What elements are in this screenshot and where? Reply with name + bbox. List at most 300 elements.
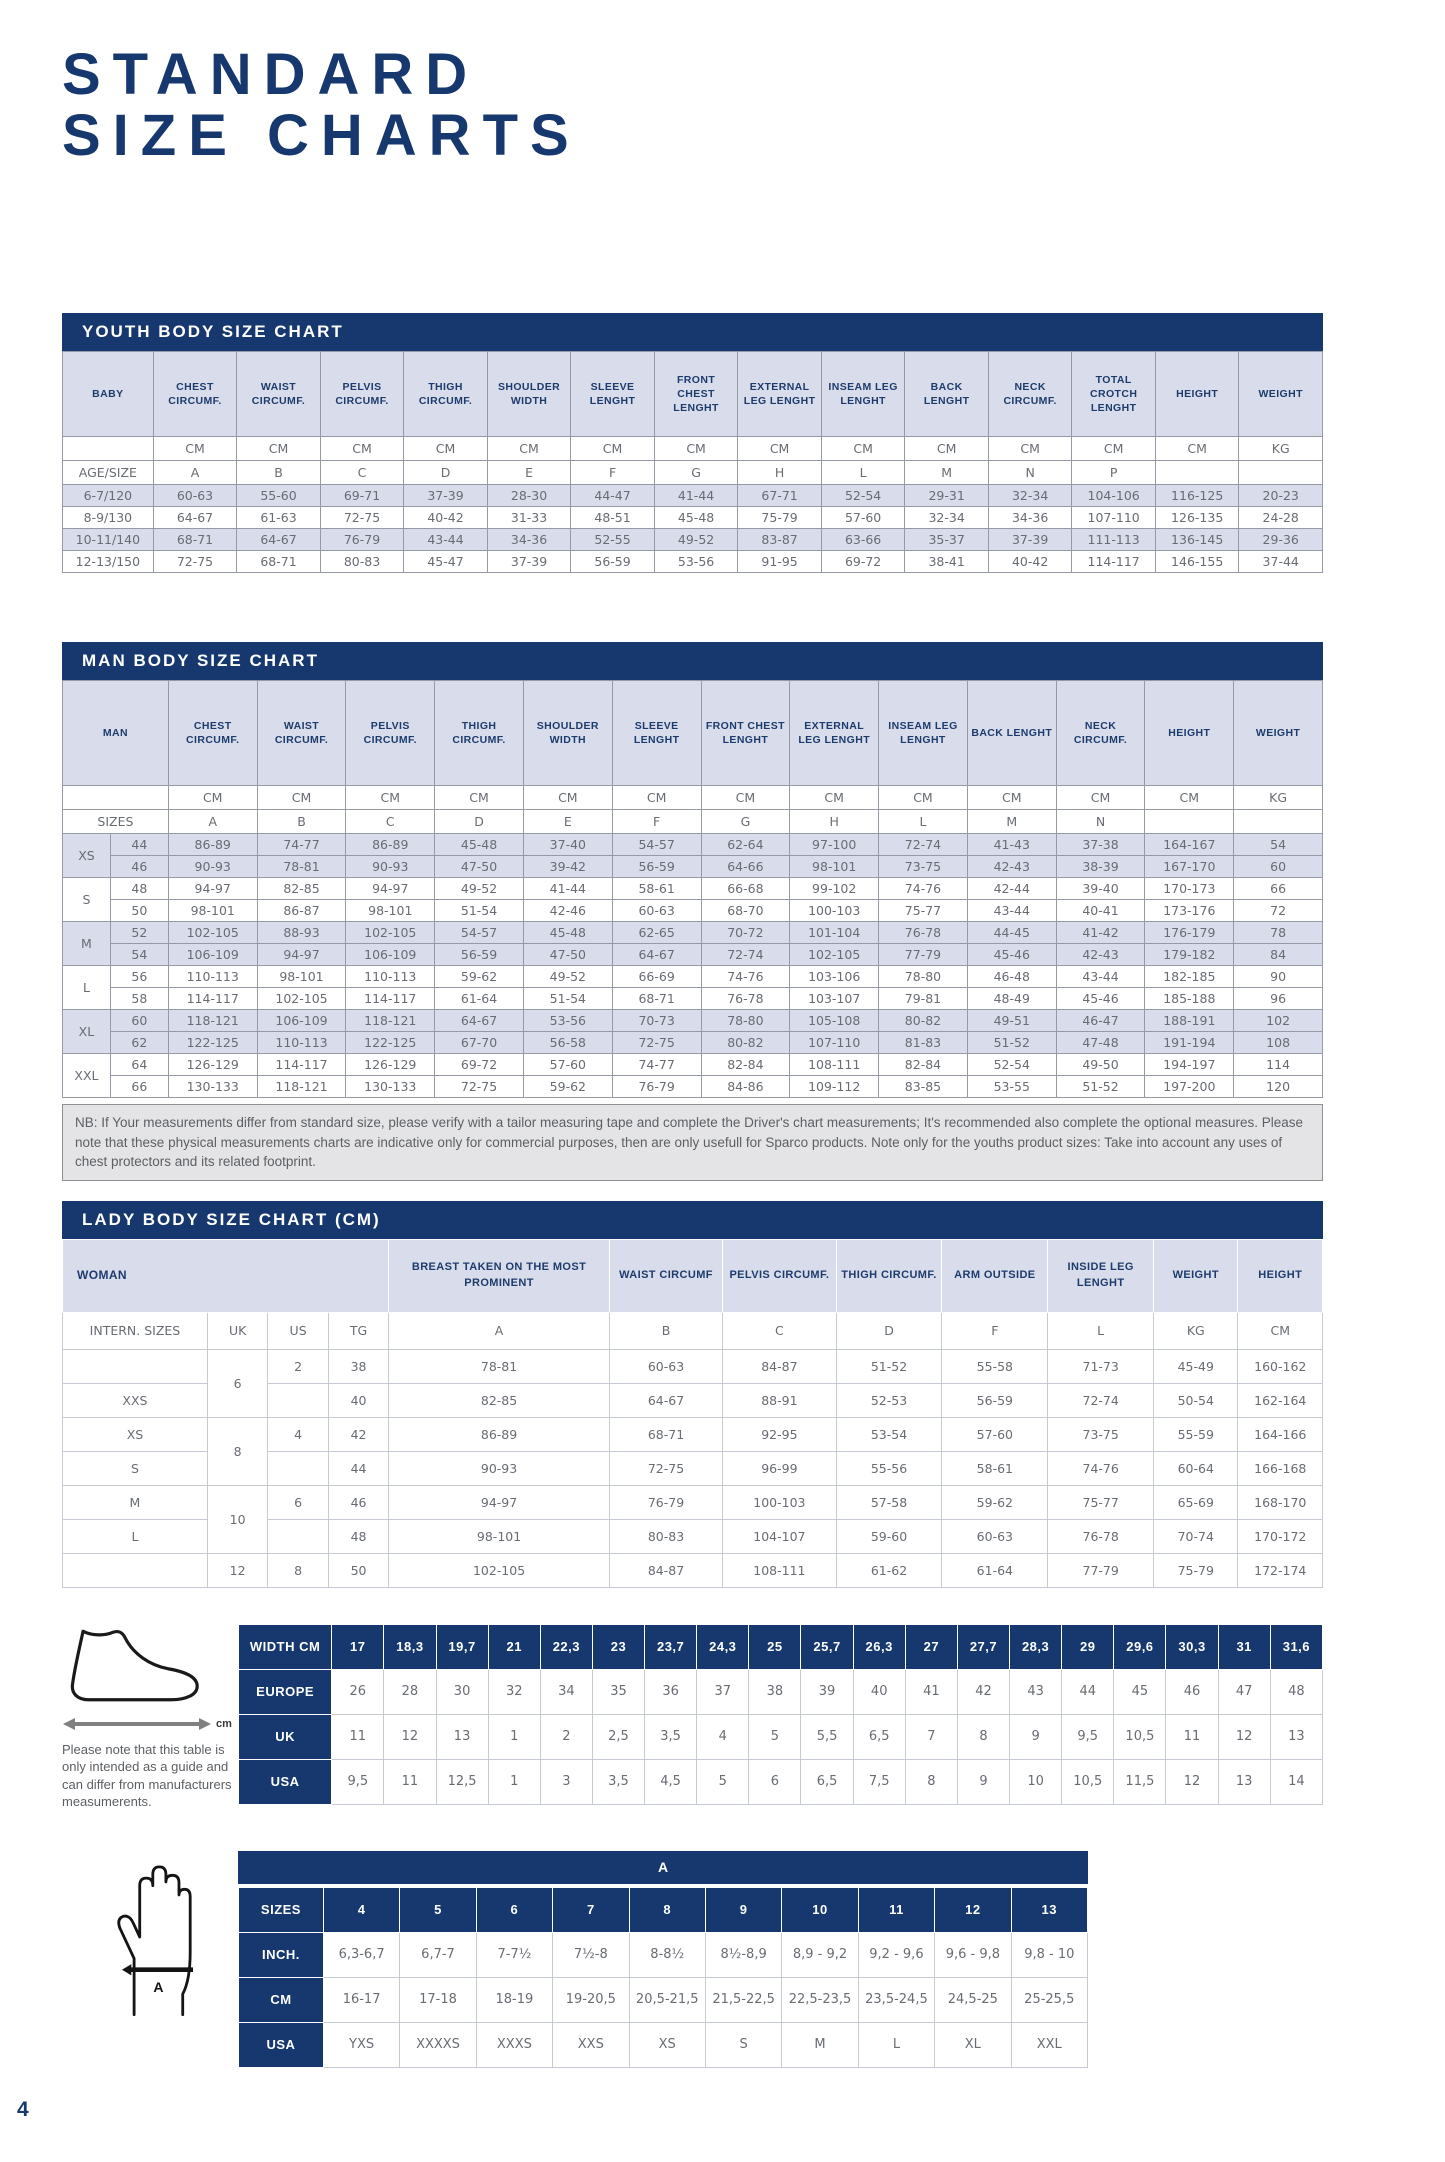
- value-cell: 7-7½: [476, 1932, 552, 1977]
- value-cell: 24,3: [697, 1624, 749, 1669]
- letter-cell: CM: [1238, 1312, 1323, 1349]
- column-header: EXTERNAL LEG LENGHT: [790, 681, 879, 786]
- value-cell: 59-60: [836, 1519, 942, 1553]
- column-header: WAIST CIRCUMF: [609, 1239, 722, 1312]
- man-data-row: [63, 966, 1323, 988]
- value-cell: 102-105: [790, 944, 879, 966]
- value-cell: 57-60: [942, 1417, 1048, 1451]
- value-cell: 114: [1234, 1054, 1323, 1076]
- unit-cell: CM: [738, 437, 822, 461]
- man-table-body: [63, 786, 1323, 1098]
- column-header: TOTAL CROTCH LENGHT: [1072, 352, 1156, 437]
- letter-cell: N: [1056, 810, 1145, 834]
- value-cell: 10,5: [1062, 1759, 1114, 1804]
- size-group-cell: M: [63, 922, 111, 966]
- intl-size-cell: M: [63, 1485, 208, 1519]
- column-header: WAIST CIRCUMF.: [257, 681, 346, 786]
- letter-cell: C: [723, 1312, 836, 1349]
- value-cell: 47-50: [435, 856, 524, 878]
- value-cell: 42-46: [523, 900, 612, 922]
- value-cell: 25: [749, 1624, 801, 1669]
- value-cell: 51-52: [1056, 1076, 1145, 1098]
- value-cell: 1: [488, 1714, 540, 1759]
- value-cell: 9,6 - 9,8: [935, 1932, 1011, 1977]
- value-cell: 64-66: [701, 856, 790, 878]
- value-cell: 59-62: [523, 1076, 612, 1098]
- value-cell: 110-113: [257, 1032, 346, 1054]
- unit-cell: CM: [612, 786, 701, 810]
- lady-header-row: [63, 1239, 1323, 1312]
- unit-cell: CM: [905, 437, 989, 461]
- value-cell: 76-79: [609, 1485, 722, 1519]
- value-cell: 102-105: [389, 1553, 610, 1587]
- value-cell: 98-101: [389, 1519, 610, 1553]
- value-cell: 82-84: [879, 1054, 968, 1076]
- letter-cell: G: [701, 810, 790, 834]
- value-cell: 96-99: [723, 1451, 836, 1485]
- value-cell: 6: [476, 1887, 552, 1932]
- value-cell: 27: [905, 1624, 957, 1669]
- unit-cell: CM: [320, 437, 404, 461]
- value-cell: 82-85: [257, 878, 346, 900]
- letter-cell: [1234, 810, 1323, 834]
- man-data-row: [63, 900, 1323, 922]
- value-cell: 6,5: [853, 1714, 905, 1759]
- uk-size-cell: 8: [207, 1417, 267, 1485]
- value-cell: 46: [110, 856, 168, 878]
- value-cell: 21,5-22,5: [705, 1977, 781, 2022]
- value-cell: 49-52: [523, 966, 612, 988]
- value-cell: 55-56: [836, 1451, 942, 1485]
- column-header: INSIDE LEG LENGHT: [1048, 1239, 1154, 1312]
- size-group-cell: XS: [63, 834, 111, 878]
- value-cell: 53-56: [654, 551, 738, 573]
- value-cell: 72-74: [701, 944, 790, 966]
- value-cell: 31,6: [1270, 1624, 1322, 1669]
- value-cell: 111-113: [1072, 529, 1156, 551]
- value-cell: 57-60: [821, 507, 905, 529]
- us-size-cell: 8: [268, 1553, 328, 1587]
- value-cell: 12: [1166, 1759, 1218, 1804]
- value-cell: 13: [1218, 1759, 1270, 1804]
- value-cell: 58: [110, 988, 168, 1010]
- value-cell: 43: [1010, 1669, 1062, 1714]
- letters-row: [63, 810, 1323, 834]
- value-cell: 66-69: [612, 966, 701, 988]
- column-header: PELVIS CIRCUMF.: [346, 681, 435, 786]
- value-cell: 44-45: [967, 922, 1056, 944]
- value-cell: 90-93: [346, 856, 435, 878]
- value-cell: 50: [110, 900, 168, 922]
- column-header: WEIGHT: [1234, 681, 1323, 786]
- value-cell: 114-117: [168, 988, 257, 1010]
- value-cell: XXL: [1011, 2022, 1087, 2067]
- value-cell: 32: [488, 1669, 540, 1714]
- value-cell: 12: [384, 1714, 436, 1759]
- value-cell: 64-67: [612, 944, 701, 966]
- youth-table-head: [63, 352, 1323, 437]
- value-cell: 42-44: [967, 878, 1056, 900]
- value-cell: 191-194: [1145, 1032, 1234, 1054]
- value-cell: 9,8 - 10: [1011, 1932, 1087, 1977]
- value-cell: 40-42: [988, 551, 1072, 573]
- value-cell: 41: [905, 1669, 957, 1714]
- letter-cell: B: [237, 461, 321, 485]
- value-cell: 11,5: [1114, 1759, 1166, 1804]
- value-cell: 78-81: [257, 856, 346, 878]
- value-cell: 12: [1218, 1714, 1270, 1759]
- column-header: HEIGHT: [1155, 352, 1239, 437]
- value-cell: 60-64: [1154, 1451, 1238, 1485]
- value-cell: 38-39: [1056, 856, 1145, 878]
- value-cell: 164-166: [1238, 1417, 1323, 1451]
- value-cell: 82-85: [389, 1383, 610, 1417]
- value-cell: 102-105: [257, 988, 346, 1010]
- units-row: [63, 786, 1323, 810]
- value-cell: 37-44: [1239, 551, 1323, 573]
- unit-cell: CM: [821, 437, 905, 461]
- unit-cell: CM: [237, 437, 321, 461]
- value-cell: 38: [749, 1669, 801, 1714]
- value-cell: 167-170: [1145, 856, 1234, 878]
- tg-size-cell: 40: [328, 1383, 388, 1417]
- value-cell: 17-18: [400, 1977, 476, 2022]
- value-cell: 47-48: [1056, 1032, 1145, 1054]
- shoe-size-table: [238, 1624, 1323, 1805]
- man-section: [62, 642, 1323, 1181]
- glove-row: [239, 1887, 1088, 1932]
- letter-cell: D: [404, 461, 488, 485]
- value-cell: 42-43: [1056, 944, 1145, 966]
- value-cell: 107-110: [1072, 507, 1156, 529]
- letter-cell: F: [571, 461, 655, 485]
- value-cell: 45: [1114, 1669, 1166, 1714]
- value-cell: 35-37: [905, 529, 989, 551]
- value-cell: 69-72: [435, 1054, 524, 1076]
- value-cell: 77-79: [1048, 1553, 1154, 1587]
- value-cell: 57-58: [836, 1485, 942, 1519]
- intl-size-cell: [63, 1553, 208, 1587]
- value-cell: 24,5-25: [935, 1977, 1011, 2022]
- value-cell: 60-63: [609, 1349, 722, 1383]
- value-cell: 53-54: [836, 1417, 942, 1451]
- letter-cell: C: [346, 810, 435, 834]
- value-cell: 182-185: [1145, 966, 1234, 988]
- value-cell: 21: [488, 1624, 540, 1669]
- value-cell: 60-63: [942, 1519, 1048, 1553]
- value-cell: 53-55: [967, 1076, 1056, 1098]
- value-cell: 9: [1010, 1714, 1062, 1759]
- value-cell: 41-42: [1056, 922, 1145, 944]
- letter-cell: G: [654, 461, 738, 485]
- value-cell: 9: [957, 1759, 1009, 1804]
- value-cell: 36: [645, 1669, 697, 1714]
- youth-table-body: [63, 437, 1323, 573]
- glove-label: SIZES: [239, 1887, 324, 1932]
- column-header: THIGH CIRCUMF.: [836, 1239, 942, 1312]
- value-cell: 102-105: [346, 922, 435, 944]
- letter-cell: D: [435, 810, 524, 834]
- unit-cell: CM: [701, 786, 790, 810]
- value-cell: 130-133: [346, 1076, 435, 1098]
- youth-table: [62, 351, 1323, 573]
- value-cell: 5: [697, 1759, 749, 1804]
- shoe-row: [239, 1624, 1323, 1669]
- value-cell: 188-191: [1145, 1010, 1234, 1032]
- lady-data-row: [63, 1485, 1323, 1519]
- value-cell: 43-44: [404, 529, 488, 551]
- shoe-label: USA: [239, 1759, 332, 1804]
- value-cell: 72-75: [320, 507, 404, 529]
- size-group-cell: XXL: [63, 1054, 111, 1098]
- unit-cell: CM: [790, 786, 879, 810]
- letters-row: [63, 461, 1323, 485]
- value-cell: 72-75: [609, 1451, 722, 1485]
- value-cell: 56-59: [435, 944, 524, 966]
- size-group-cell: L: [63, 966, 111, 1010]
- value-cell: 8-9/130: [63, 507, 154, 529]
- value-cell: 37-40: [523, 834, 612, 856]
- unit-cell: CM: [523, 786, 612, 810]
- man-data-row: [63, 834, 1323, 856]
- value-cell: 30: [436, 1669, 488, 1714]
- page-title-line1: STANDARD: [62, 42, 480, 107]
- value-cell: 100-103: [790, 900, 879, 922]
- value-cell: 23,7: [645, 1624, 697, 1669]
- value-cell: 8½-8,9: [705, 1932, 781, 1977]
- value-cell: 59-62: [435, 966, 524, 988]
- value-cell: 64-67: [237, 529, 321, 551]
- value-cell: 166-168: [1238, 1451, 1323, 1485]
- value-cell: XXXS: [476, 2022, 552, 2067]
- value-cell: 34-36: [988, 507, 1072, 529]
- unit-cell: CM: [153, 437, 237, 461]
- value-cell: 99-102: [790, 878, 879, 900]
- value-cell: 61-63: [237, 507, 321, 529]
- glove-label: INCH.: [239, 1932, 324, 1977]
- value-cell: 176-179: [1145, 922, 1234, 944]
- value-cell: 18,3: [384, 1624, 436, 1669]
- value-cell: 4: [323, 1887, 399, 1932]
- value-cell: 29-36: [1239, 529, 1323, 551]
- value-cell: 104-107: [723, 1519, 836, 1553]
- value-cell: 68-71: [612, 988, 701, 1010]
- value-cell: 72-75: [435, 1076, 524, 1098]
- value-cell: 72: [1234, 900, 1323, 922]
- value-cell: YXS: [323, 2022, 399, 2067]
- value-cell: 34-36: [487, 529, 571, 551]
- value-cell: 5: [749, 1714, 801, 1759]
- value-cell: 146-155: [1155, 551, 1239, 573]
- value-cell: 42-43: [967, 856, 1056, 878]
- value-cell: 114-117: [346, 988, 435, 1010]
- value-cell: 69-72: [821, 551, 905, 573]
- letter-cell: UK: [207, 1312, 267, 1349]
- page-title-line2: SIZE CHARTS: [62, 103, 581, 168]
- letter-cell: KG: [1154, 1312, 1238, 1349]
- value-cell: 122-125: [168, 1032, 257, 1054]
- value-cell: 25-25,5: [1011, 1977, 1087, 2022]
- value-cell: 47: [1218, 1669, 1270, 1714]
- value-cell: 49-51: [967, 1010, 1056, 1032]
- value-cell: 102: [1234, 1010, 1323, 1032]
- us-size-cell: [268, 1519, 328, 1553]
- value-cell: 98-101: [257, 966, 346, 988]
- unit-cell: KG: [1239, 437, 1323, 461]
- value-cell: 126-135: [1155, 507, 1239, 529]
- us-size-cell: [268, 1451, 328, 1485]
- shoe-label: EUROPE: [239, 1669, 332, 1714]
- value-cell: 18-19: [476, 1977, 552, 2022]
- value-cell: 31: [1218, 1624, 1270, 1669]
- value-cell: 31-33: [487, 507, 571, 529]
- value-cell: 76-78: [879, 922, 968, 944]
- value-cell: 52: [110, 922, 168, 944]
- value-cell: 80-83: [320, 551, 404, 573]
- letter-cell: [1155, 461, 1239, 485]
- value-cell: 106-109: [346, 944, 435, 966]
- unit-cell: CM: [1072, 437, 1156, 461]
- value-cell: 108: [1234, 1032, 1323, 1054]
- value-cell: 49-52: [654, 529, 738, 551]
- value-cell: 59-62: [942, 1485, 1048, 1519]
- value-cell: 76-79: [320, 529, 404, 551]
- tg-size-cell: 42: [328, 1417, 388, 1451]
- value-cell: 109-112: [790, 1076, 879, 1098]
- value-cell: 51-54: [523, 988, 612, 1010]
- value-cell: 37-38: [1056, 834, 1145, 856]
- man-header-row: [63, 681, 1323, 786]
- letter-cell: L: [821, 461, 905, 485]
- man-chart-note: NB: If Your measurements differ from standard size, please verify with a tailor measuring tape and complete the Driver's chart measurements; It's recommended also complete the optional measures. Please note that these physical measurements charts are indicative only for commercial purposes, then are only usefull for Sparco products. Note only for the youths product sizes: Take into account any uses of chest protectors and its related footprint.: [62, 1104, 1323, 1181]
- column-header: INSEAM LEG LENGHT: [879, 681, 968, 786]
- value-cell: 83-87: [738, 529, 822, 551]
- value-cell: 94-97: [168, 878, 257, 900]
- value-cell: 37-39: [487, 551, 571, 573]
- intl-size-cell: XS: [63, 1417, 208, 1451]
- value-cell: 114-117: [257, 1054, 346, 1076]
- column-header: SLEEVE LENGHT: [612, 681, 701, 786]
- youth-data-row: [63, 507, 1323, 529]
- value-cell: 110-113: [168, 966, 257, 988]
- unit-cell: CM: [168, 786, 257, 810]
- column-header: FRONT CHEST LENGHT: [654, 352, 738, 437]
- value-cell: 41-43: [967, 834, 1056, 856]
- value-cell: 49-52: [435, 878, 524, 900]
- youth-data-row: [63, 485, 1323, 507]
- value-cell: 75-77: [1048, 1485, 1154, 1519]
- value-cell: 29-31: [905, 485, 989, 507]
- man-data-row: [63, 988, 1323, 1010]
- value-cell: 45-48: [523, 922, 612, 944]
- value-cell: 1: [488, 1759, 540, 1804]
- size-group-cell: S: [63, 878, 111, 922]
- value-cell: 19,7: [436, 1624, 488, 1669]
- value-cell: 52-53: [836, 1383, 942, 1417]
- letter-cell: INTERN. SIZES: [63, 1312, 208, 1349]
- column-header: BACK LENGHT: [967, 681, 1056, 786]
- value-cell: 45-47: [404, 551, 488, 573]
- value-cell: 86-89: [168, 834, 257, 856]
- letter-cell: L: [879, 810, 968, 834]
- value-cell: 45-46: [1056, 988, 1145, 1010]
- man-table-head: [63, 681, 1323, 786]
- value-cell: 63-66: [821, 529, 905, 551]
- value-cell: 102-105: [168, 922, 257, 944]
- column-header: WEIGHT: [1239, 352, 1323, 437]
- value-cell: 118-121: [257, 1076, 346, 1098]
- intl-size-cell: L: [63, 1519, 208, 1553]
- value-cell: 42: [957, 1669, 1009, 1714]
- value-cell: 54: [1234, 834, 1323, 856]
- value-cell: 55-59: [1154, 1417, 1238, 1451]
- value-cell: 96: [1234, 988, 1323, 1010]
- value-cell: 185-188: [1145, 988, 1234, 1010]
- value-cell: 64-67: [609, 1383, 722, 1417]
- value-cell: 90-93: [168, 856, 257, 878]
- youth-data-row: [63, 529, 1323, 551]
- value-cell: 48-51: [571, 507, 655, 529]
- unit-cell: CM: [879, 786, 968, 810]
- value-cell: 68-71: [237, 551, 321, 573]
- value-cell: 60-63: [153, 485, 237, 507]
- unit-cell: CM: [1155, 437, 1239, 461]
- value-cell: 3: [540, 1759, 592, 1804]
- value-cell: L: [858, 2022, 934, 2067]
- value-cell: 61-62: [836, 1553, 942, 1587]
- value-cell: 13: [436, 1714, 488, 1759]
- value-cell: 56: [110, 966, 168, 988]
- value-cell: 56-58: [523, 1032, 612, 1054]
- value-cell: 43-44: [1056, 966, 1145, 988]
- value-cell: 5,5: [801, 1714, 853, 1759]
- value-cell: 65-69: [1154, 1485, 1238, 1519]
- value-cell: 68-71: [609, 1417, 722, 1451]
- letters-row: [63, 1312, 1323, 1349]
- value-cell: 194-197: [1145, 1054, 1234, 1076]
- value-cell: 97-100: [790, 834, 879, 856]
- glove-icon-column: [62, 1851, 238, 2028]
- value-cell: 32-34: [905, 507, 989, 529]
- glove-row: [239, 2022, 1088, 2067]
- value-cell: 88-91: [723, 1383, 836, 1417]
- value-cell: XL: [935, 2022, 1011, 2067]
- value-cell: 17: [332, 1624, 384, 1669]
- glove-table-body: [239, 1887, 1088, 2067]
- value-cell: 162-164: [1238, 1383, 1323, 1417]
- shoe-section: [62, 1624, 1323, 1811]
- value-cell: 78-80: [701, 1010, 790, 1032]
- unit-cell: CM: [435, 786, 524, 810]
- column-header: MAN: [63, 681, 169, 786]
- value-cell: 37-39: [404, 485, 488, 507]
- value-cell: 37: [697, 1669, 749, 1714]
- letter-cell: L: [1048, 1312, 1154, 1349]
- value-cell: 118-121: [168, 1010, 257, 1032]
- value-cell: 92-95: [723, 1417, 836, 1451]
- value-cell: 51-52: [836, 1349, 942, 1383]
- value-cell: 108-111: [790, 1054, 879, 1076]
- value-cell: 9,5: [332, 1759, 384, 1804]
- shoe-row: [239, 1714, 1323, 1759]
- letter-cell: D: [836, 1312, 942, 1349]
- value-cell: 20,5-21,5: [629, 1977, 705, 2022]
- value-cell: 6,7-7: [400, 1932, 476, 1977]
- value-cell: 26: [332, 1669, 384, 1714]
- value-cell: 38-41: [905, 551, 989, 573]
- letter-cell: F: [612, 810, 701, 834]
- value-cell: 34: [540, 1669, 592, 1714]
